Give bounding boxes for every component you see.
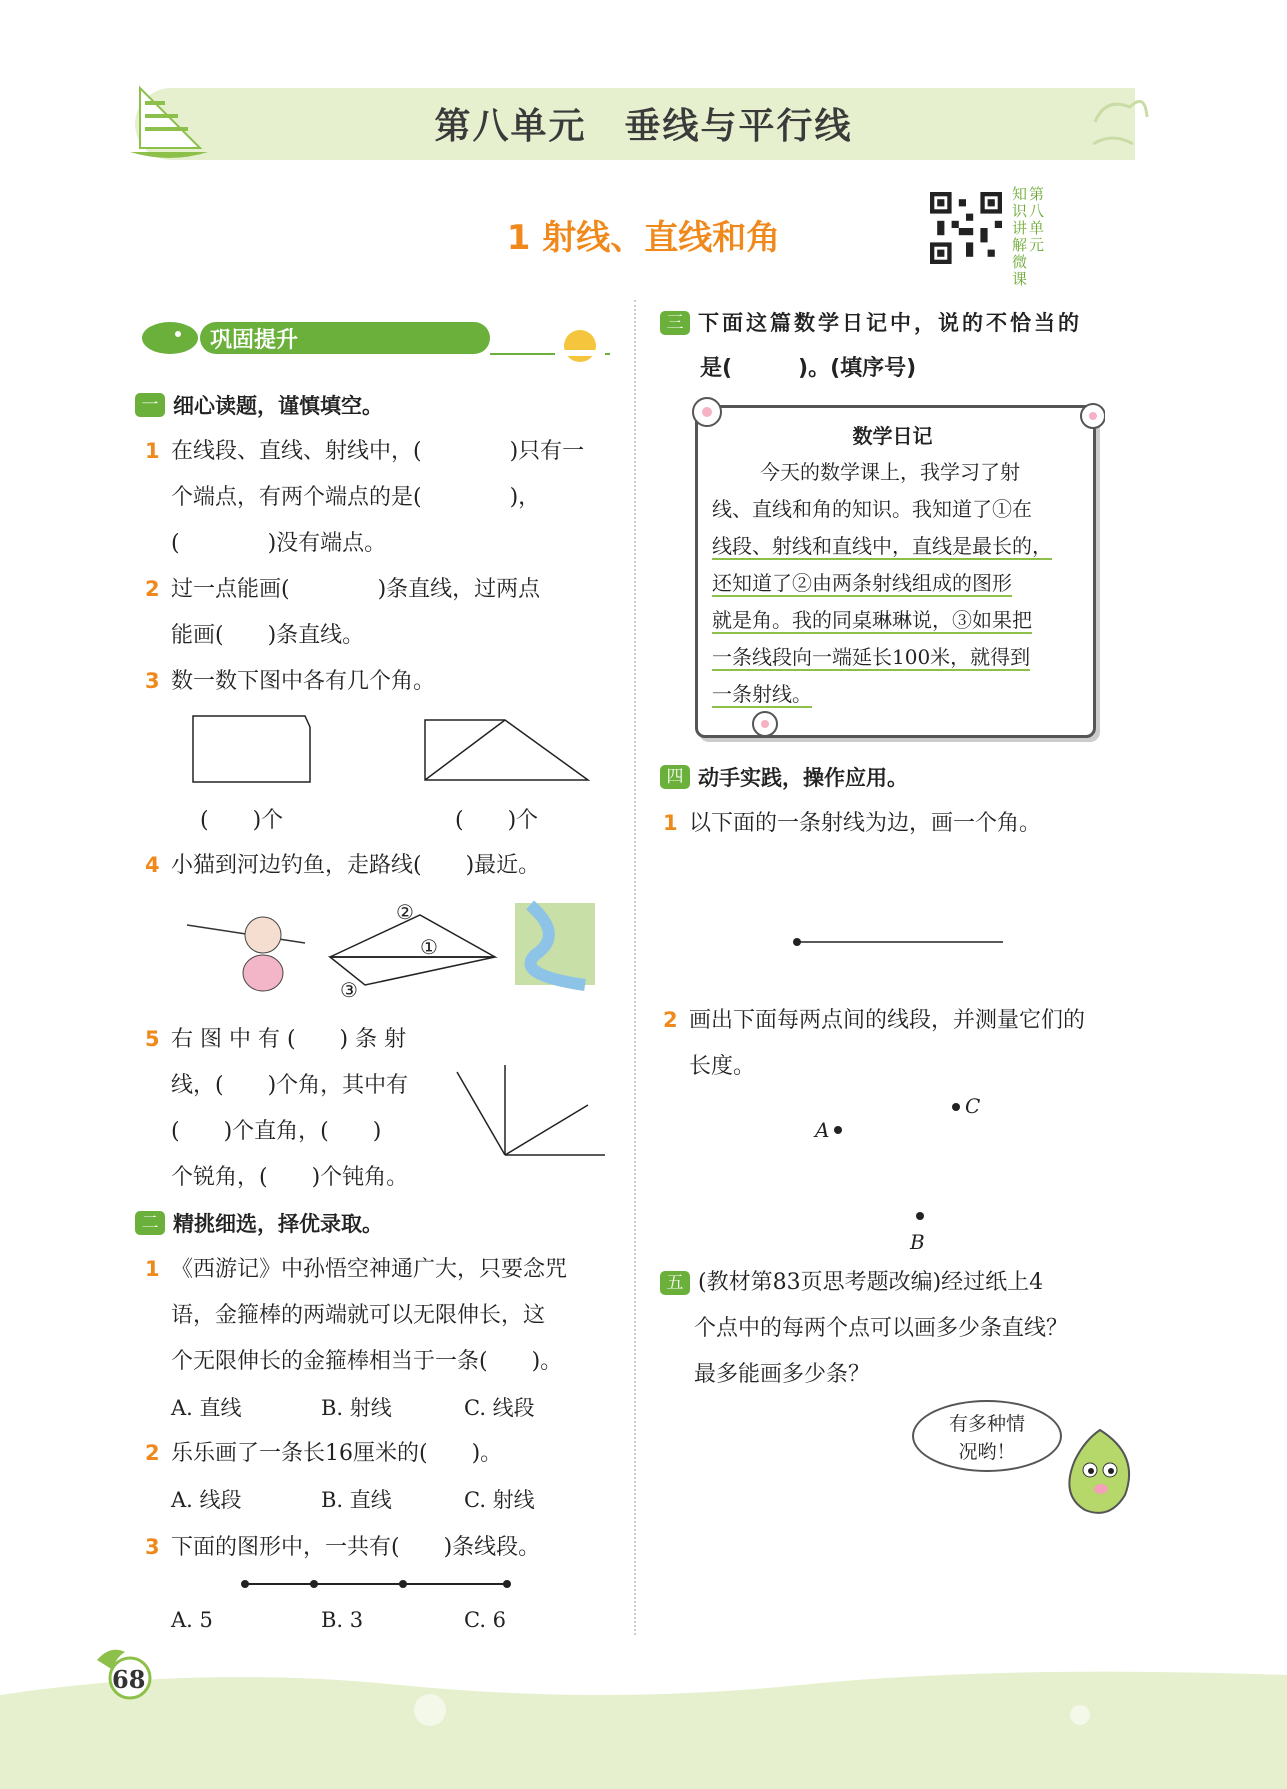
part2-q1: 1 《西游记》中孙悟空神通广大，只要念咒 语，金箍棒的两端就可以无限伸长，这 个无限伸长的金箍棒相当于一条( )。 A. 直线 B. 射线 C. 线段 <box>145 1246 567 1431</box>
rays-figure <box>455 1060 610 1160</box>
option[interactable]: C. 线段 <box>464 1396 535 1420</box>
part2-q3: 3 下面的图形中，一共有( )条线段。 <box>145 1524 540 1571</box>
q-number: 5 <box>145 1027 160 1051</box>
lesson-title: 1 射线、直线和角 <box>506 218 781 258</box>
q-number: 1 <box>663 811 678 835</box>
part1-q5: 5 右 图 中 有 ( ) 条 射 线，( )个角，其中有 ( )个直角，( ) 个锐角，( )个钝角。 <box>145 1016 408 1201</box>
q-number: 1 <box>145 1257 160 1281</box>
part4-q2: 2 画出下面每两点间的线段，并测量它们的 长度。 <box>663 997 1085 1090</box>
speech-bubble: 有多种情 况哟！ <box>912 1400 1062 1472</box>
diary-title: 数学日记 <box>852 424 933 448</box>
part2-heading <box>135 1208 383 1238</box>
part2-title: 精挑细选，择优录取。 <box>173 1212 383 1236</box>
route-label-3: ③ <box>340 978 358 1002</box>
ray-figure <box>790 932 1010 952</box>
angle-figures <box>185 712 605 790</box>
option[interactable]: A. 5 <box>171 1608 213 1632</box>
point-label-c: C <box>965 1094 981 1118</box>
column-divider <box>634 300 636 1635</box>
part1-q4: 4 小猫到河边钓鱼，走路线( )最近。 <box>145 842 540 889</box>
part1-q3: 3 数一数下图中各有几个角。 <box>145 658 435 705</box>
trapezoid-figure <box>425 720 588 780</box>
part1-q2: 2 过一点能画( )条直线，过两点 能画( )条直线。 <box>145 566 540 659</box>
option[interactable]: B. 3 <box>321 1608 364 1632</box>
cat-icon <box>245 917 281 953</box>
unit-title: 第八单元 垂线与平行线 <box>434 106 853 147</box>
part5: 五 (教材第83页思考题改编)经过纸上4 个点中的每两个点可以画多少条直线？ 最多能画多少条？ <box>660 1260 1068 1398</box>
section-banner-label: 巩固提升 <box>210 328 299 353</box>
route-label-1: ① <box>420 935 438 959</box>
q3-answer-1: ( )个 <box>200 808 284 833</box>
page-number: 68 <box>112 1665 146 1694</box>
line-segments-figure <box>235 1574 515 1594</box>
cat-fishing-figure <box>185 895 605 1010</box>
q-number: 2 <box>663 1008 678 1032</box>
part1-title: 细心读题，谨慎填空。 <box>173 394 383 418</box>
part3-heading: 三 下面这篇数学日记中，说的不恰当的 是( )。(填序号) <box>660 300 1082 392</box>
option[interactable]: B. 直线 <box>321 1488 392 1512</box>
option[interactable]: C. 射线 <box>464 1488 535 1512</box>
qr-code-icon[interactable] <box>930 192 1002 264</box>
option[interactable]: A. 线段 <box>171 1488 242 1512</box>
part2-q3-options <box>171 1597 506 1643</box>
part2-q2: 2 乐乐画了一条长16厘米的( )。 A. 线段 B. 直线 C. 射线 <box>145 1430 535 1523</box>
footer-wave <box>0 1655 1287 1789</box>
part5-badge: 五 <box>660 1271 690 1295</box>
point-label-b: B <box>910 1230 925 1254</box>
part4-title: 动手实践，操作应用。 <box>698 766 908 790</box>
qr-caption: 知识讲解微课 第八单元 <box>1012 185 1045 288</box>
q-number: 2 <box>145 577 160 601</box>
route-label-2: ② <box>396 900 414 924</box>
part4-badge: 四 <box>660 765 690 789</box>
section-banner-graphic <box>130 300 610 370</box>
part3-badge: 三 <box>660 311 690 335</box>
part4-q1: 1 以下面的一条射线为边，画一个角。 <box>663 800 1041 847</box>
q-number: 3 <box>145 669 160 693</box>
part4-heading <box>660 762 908 792</box>
q-number: 1 <box>145 439 160 463</box>
q-number: 4 <box>145 853 160 877</box>
part1-badge: 一 <box>135 393 165 417</box>
option[interactable]: A. 直线 <box>171 1396 242 1420</box>
option[interactable]: B. 射线 <box>321 1396 392 1420</box>
pentagon-figure <box>193 716 310 782</box>
option[interactable]: C. 6 <box>464 1608 507 1632</box>
q-number: 2 <box>145 1441 160 1465</box>
q3-answer-2: ( )个 <box>455 808 539 833</box>
part1-q1: 1 在线段、直线、射线中，( )只有一 个端点，有两个端点的是( )， ( )没有端点。 <box>145 428 584 567</box>
point-label-a: A <box>815 1118 830 1142</box>
diary-body: 今天的数学课上，我学习了射 线、直线和角的知识。我知道了①在 线段、射线和直线中，直线是最长的， 还知道了②由两条射线组成的图形 就是角。我的同桌琳琳说，③如果把 一条线段向一端延长100米，就得到 一条射线。 <box>712 460 1052 706</box>
q-number: 3 <box>145 1535 160 1559</box>
mascot-icon <box>1055 1425 1145 1525</box>
part1-heading <box>135 390 383 420</box>
part2-badge: 二 <box>135 1211 165 1235</box>
